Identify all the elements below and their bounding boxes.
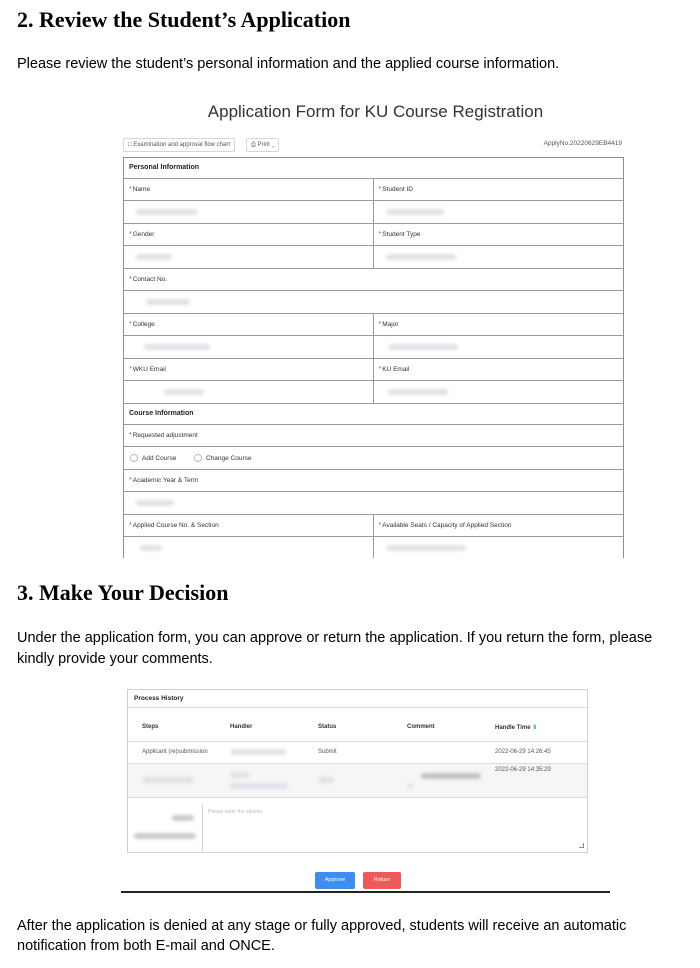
flow-chart-label: Examination and approval flow chart [133, 142, 231, 148]
footer-line1: After the application is denied at any stage or fully approved, students will receive an automatic [17, 918, 627, 934]
name-field[interactable] [124, 201, 374, 224]
add-course-radio[interactable]: Add Course [130, 455, 176, 462]
table-row [128, 764, 587, 797]
divider [121, 891, 610, 893]
application-form-screenshot [120, 96, 631, 558]
opinion-placeholder: Please enter the opinion [208, 809, 262, 815]
college-field[interactable] [124, 336, 374, 359]
student-id-field[interactable] [374, 201, 624, 224]
academic-year-field[interactable] [124, 492, 623, 515]
resize-handle[interactable] [579, 843, 584, 848]
col-comment: Comment [407, 724, 435, 730]
sort-arrow-icon[interactable]: ⇕ [532, 725, 538, 731]
applied-course-field[interactable] [124, 537, 374, 558]
form-table [123, 157, 624, 558]
approve-button[interactable]: Approve [315, 872, 355, 889]
print-label: Print [257, 142, 270, 148]
change-course-radio[interactable]: Change Course [194, 455, 252, 462]
ku-email-field[interactable] [374, 381, 624, 404]
section-2-heading: 2. Review the Student’s Application [17, 7, 351, 32]
student-type-field[interactable] [374, 246, 624, 269]
course-info-section: Course Information [124, 404, 623, 425]
col-status: Status [318, 724, 337, 730]
opinion-textarea[interactable] [202, 805, 587, 851]
student-type-label: *Student Type [374, 224, 624, 246]
apply-number: ApplyNo.20220629EB4419 [543, 140, 622, 147]
college-label: *College [124, 314, 374, 336]
applied-course-label: *Applied Course No. & Section [124, 515, 374, 537]
col-handler: Handler [230, 724, 253, 730]
requested-adjustment-label: *Requested adjustment [124, 425, 623, 447]
footer-line2: notification from both E-mail and ONCE. [17, 938, 275, 954]
flow-chart-button[interactable] [123, 138, 235, 152]
wku-email-label: *WKU Email [124, 359, 374, 381]
return-button[interactable]: Return [363, 872, 401, 889]
section-3-intro-line2: kindly provide your comments. [17, 651, 213, 667]
major-label: *Major [374, 314, 624, 336]
gender-field[interactable] [124, 246, 374, 269]
process-history-panel [127, 689, 588, 853]
col-steps: Steps [142, 724, 159, 730]
monitor-icon: □ [128, 142, 132, 148]
available-seats-label: *Available Seats / Capacity of Applied Section [374, 515, 624, 537]
section-3-intro-line1: Under the application form, you can approve or return the application. If you return the form, please [17, 630, 653, 646]
ku-email-label: *KU Email [374, 359, 624, 381]
contact-label: *Contact No. [124, 269, 623, 291]
print-button[interactable] [246, 138, 279, 152]
major-field[interactable] [374, 336, 624, 359]
row-1-status: Submit [318, 749, 337, 755]
section-2-intro: Please review the student’s personal information and the applied course information. [17, 56, 560, 72]
process-history-title: Process History [134, 695, 184, 702]
name-label: *Name [124, 179, 374, 201]
personal-info-section: Personal Information [124, 158, 623, 179]
section-3-heading: 3. Make Your Decision [17, 580, 229, 605]
available-seats-field[interactable] [374, 537, 624, 558]
academic-year-label: *Academic Year & Term [124, 470, 623, 492]
row-1-step: Applicant (re)submission [142, 749, 208, 755]
chevron-down-icon: ⌄ [271, 142, 275, 148]
contact-field[interactable] [124, 291, 623, 314]
row-1-time: 2022-06-29 14:26:45 [495, 749, 551, 755]
adjustment-options [124, 447, 623, 470]
form-title: Application Form for KU Course Registration [207, 102, 544, 121]
student-id-label: *Student ID [374, 179, 624, 201]
wku-email-field[interactable] [124, 381, 374, 404]
row-2-time: 2022-06-29 14:35:29 [495, 767, 551, 773]
printer-icon: ⎙ [251, 142, 256, 148]
col-handle-time[interactable]: Handle Time ⇕ [495, 725, 538, 731]
gender-label: *Gender [124, 224, 374, 246]
